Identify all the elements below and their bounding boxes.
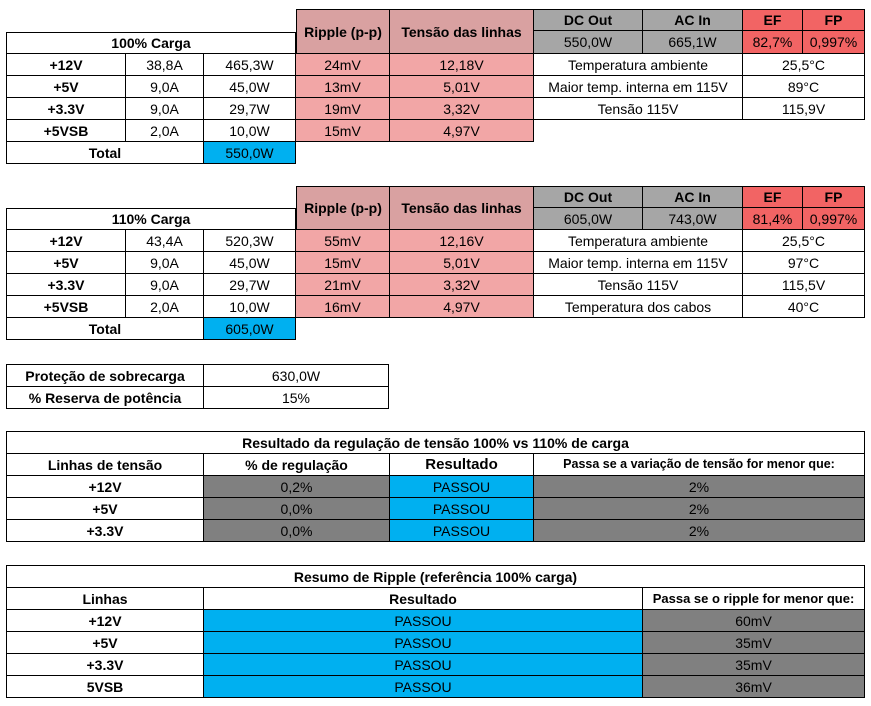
ripple-value: 24mV	[296, 54, 390, 76]
col-pass-header: Passa se a variação de tensão for menor que:	[534, 454, 865, 476]
total-label: Total	[6, 318, 204, 340]
rail-label: +5VSB	[6, 296, 126, 318]
ac-in-value: 665,1W	[643, 31, 743, 54]
info-value: 115,5V	[743, 274, 865, 296]
ripple-value: 19mV	[296, 98, 390, 120]
fp-value: 0,997%	[803, 208, 865, 230]
rail-label: +5V	[6, 76, 126, 98]
ef-label: EF	[743, 9, 803, 31]
reserve-value: 15%	[204, 387, 389, 409]
table-title: 110% Carga	[6, 208, 296, 230]
ripple-value: 55mV	[296, 230, 390, 252]
regulation-value: 0,0%	[204, 498, 390, 520]
rail-label: +12V	[6, 476, 204, 498]
tension-header: Tensão das linhas	[390, 9, 534, 54]
result-badge: PASSOU	[390, 476, 534, 498]
info-label: Maior temp. interna em 115V	[534, 76, 743, 98]
col-lines-header: Linhas	[6, 588, 204, 610]
rail-label: +12V	[6, 610, 204, 632]
rail-label: +3.3V	[6, 274, 126, 296]
voltage-value: 12,16V	[390, 230, 534, 252]
power-value: 520,3W	[204, 230, 296, 252]
rail-label: +5V	[6, 252, 126, 274]
power-value: 10,0W	[204, 296, 296, 318]
power-value: 10,0W	[204, 120, 296, 142]
rail-label: +5VSB	[6, 120, 126, 142]
result-badge: PASSOU	[204, 676, 643, 698]
col-pass-header: Passa se o ripple for menor que:	[643, 588, 865, 610]
limit-value: 60mV	[643, 610, 865, 632]
ef-value: 81,4%	[743, 208, 803, 230]
current-value: 9,0A	[126, 274, 204, 296]
voltage-value: 3,32V	[390, 98, 534, 120]
info-value: 89°C	[743, 76, 865, 98]
ripple-value: 15mV	[296, 120, 390, 142]
info-value: 25,5°C	[743, 230, 865, 252]
total-value: 550,0W	[204, 142, 296, 164]
rail-label: +12V	[6, 54, 126, 76]
rail-label: +5V	[6, 498, 204, 520]
ac-in-label: AC In	[643, 186, 743, 208]
limit-value: 2%	[534, 520, 865, 542]
limit-value: 35mV	[643, 632, 865, 654]
regulation-value: 0,0%	[204, 520, 390, 542]
ripple-value: 15mV	[296, 252, 390, 274]
fp-label: FP	[803, 9, 865, 31]
dc-out-label: DC Out	[534, 9, 643, 31]
overload-value: 630,0W	[204, 364, 389, 387]
limit-value: 2%	[534, 476, 865, 498]
rail-label: +3.3V	[6, 654, 204, 676]
limit-value: 2%	[534, 498, 865, 520]
ef-label: EF	[743, 186, 803, 208]
ac-in-value: 743,0W	[643, 208, 743, 230]
power-value: 45,0W	[204, 252, 296, 274]
ripple-header: Ripple (p-p)	[296, 186, 390, 230]
current-value: 43,4A	[126, 230, 204, 252]
limit-value: 36mV	[643, 676, 865, 698]
current-value: 9,0A	[126, 98, 204, 120]
power-value: 29,7W	[204, 274, 296, 296]
dc-out-label: DC Out	[534, 186, 643, 208]
ac-in-label: AC In	[643, 9, 743, 31]
total-label: Total	[6, 142, 204, 164]
power-value: 465,3W	[204, 54, 296, 76]
table-title: 100% Carga	[6, 32, 296, 54]
tension-header: Tensão das linhas	[390, 186, 534, 230]
fp-value: 0,997%	[803, 31, 865, 54]
info-label: Maior temp. interna em 115V	[534, 252, 743, 274]
ripple-summary-title: Resumo de Ripple (referência 100% carga)	[6, 565, 865, 588]
ripple-value: 16mV	[296, 296, 390, 318]
ripple-value: 21mV	[296, 274, 390, 296]
voltage-value: 4,97V	[390, 120, 534, 142]
fp-label: FP	[803, 186, 865, 208]
info-label: Temperatura ambiente	[534, 230, 743, 252]
info-label: Temperatura dos cabos	[534, 296, 743, 318]
current-value: 38,8A	[126, 54, 204, 76]
power-value: 45,0W	[204, 76, 296, 98]
result-badge: PASSOU	[390, 520, 534, 542]
col-lines-header: Linhas de tensão	[6, 454, 204, 476]
reserve-label: % Reserva de potência	[6, 387, 204, 409]
result-badge: PASSOU	[390, 498, 534, 520]
rail-label: 5VSB	[6, 676, 204, 698]
current-value: 2,0A	[126, 296, 204, 318]
voltage-value: 5,01V	[390, 76, 534, 98]
current-value: 9,0A	[126, 76, 204, 98]
rail-label: +3.3V	[6, 520, 204, 542]
total-value: 605,0W	[204, 318, 296, 340]
col-result-header: Resultado	[204, 588, 643, 610]
ripple-header: Ripple (p-p)	[296, 9, 390, 54]
rail-label: +12V	[6, 230, 126, 252]
limit-value: 35mV	[643, 654, 865, 676]
power-value: 29,7W	[204, 98, 296, 120]
dc-out-value: 550,0W	[534, 31, 643, 54]
voltage-value: 4,97V	[390, 296, 534, 318]
current-value: 2,0A	[126, 120, 204, 142]
info-label: Temperatura ambiente	[534, 54, 743, 76]
info-label: Tensão 115V	[534, 98, 743, 120]
regulation-title: Resultado da regulação de tensão 100% vs 110% de carga	[6, 431, 865, 454]
voltage-value: 5,01V	[390, 252, 534, 274]
info-value: 115,9V	[743, 98, 865, 120]
col-result-header: Resultado	[390, 454, 534, 476]
dc-out-value: 605,0W	[534, 208, 643, 230]
voltage-value: 12,18V	[390, 54, 534, 76]
info-value: 25,5°C	[743, 54, 865, 76]
info-value: 40°C	[743, 296, 865, 318]
voltage-value: 3,32V	[390, 274, 534, 296]
rail-label: +5V	[6, 632, 204, 654]
col-regulation-header: % de regulação	[204, 454, 390, 476]
rail-label: +3.3V	[6, 98, 126, 120]
result-badge: PASSOU	[204, 610, 643, 632]
regulation-value: 0,2%	[204, 476, 390, 498]
ef-value: 82,7%	[743, 31, 803, 54]
current-value: 9,0A	[126, 252, 204, 274]
info-label: Tensão 115V	[534, 274, 743, 296]
result-badge: PASSOU	[204, 654, 643, 676]
info-value: 97°C	[743, 252, 865, 274]
overload-label: Proteção de sobrecarga	[6, 364, 204, 387]
ripple-value: 13mV	[296, 76, 390, 98]
result-badge: PASSOU	[204, 632, 643, 654]
